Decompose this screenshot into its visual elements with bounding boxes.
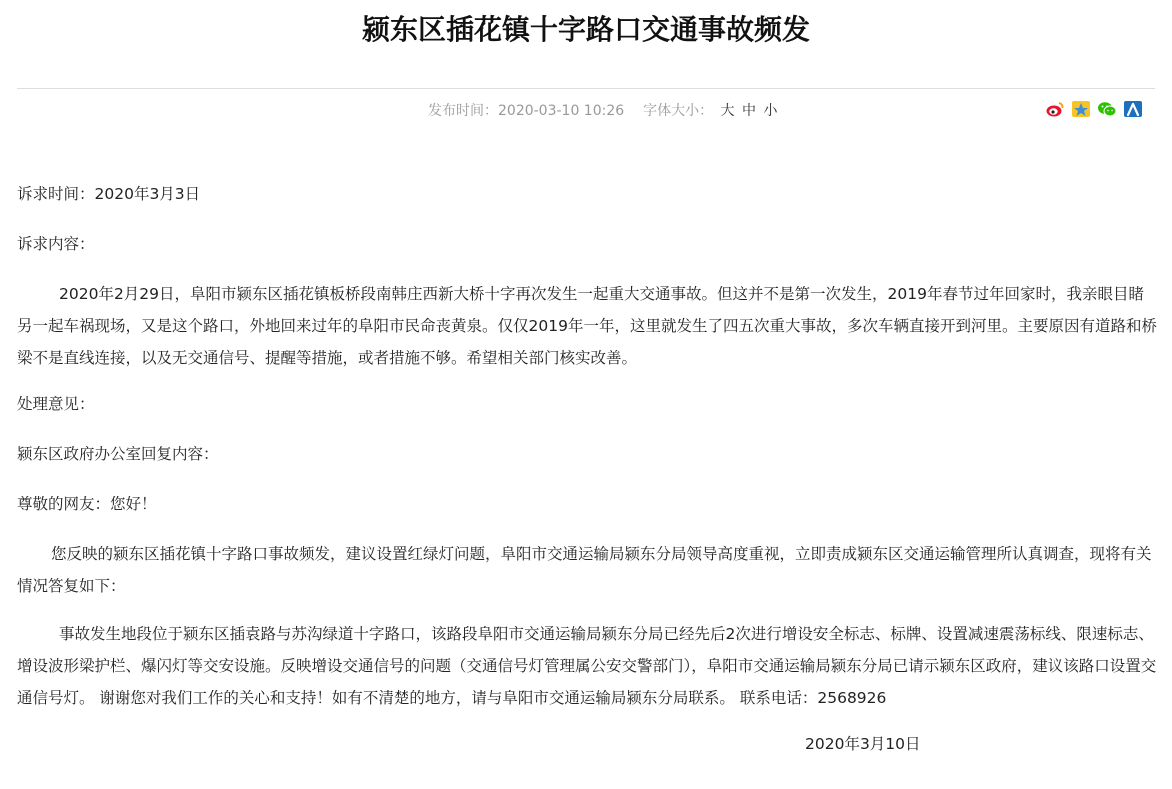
publish-label: 发布时间： (428, 103, 498, 119)
article-meta (428, 100, 777, 120)
font-size-large-button[interactable]: 大 (720, 103, 735, 119)
publish-time: 2020-03-10 10:26 (498, 103, 625, 119)
reply-paragraph-2: 事故发生地段位于颍东区插袁路与苏沟绿道十字路口，该路段阜阳市交通运输局颍东分局已经先后2次进行增设安全标志、标牌、设置减速震荡标线、限速标志、增设波形梁护栏、爆闪灯等交安设施。反映增设交通信号的问题（交通信号灯管理属公安交警部门），阜阳市交通运输局颍东分局已请示颍东区政府，建议该路口设置交通信号灯。 谢谢您对我们工作的关心和支持！如有不清楚的地方，请与阜阳市交通运输局颍东分局联系。 联系电话：2568926 (17, 625, 1157, 707)
appeal-time: 诉求时间：2020年3月3日 (17, 185, 201, 203)
font-size-small-button[interactable]: 小 (763, 103, 778, 119)
reply-paragraph-1: 您反映的颍东区插花镇十字路口事故频发，建议设置红绿灯问题，阜阳市交通运输局颍东分局领导高度重视，立即责成颍东区交通运输管理所认真调查，现将有关情况答复如下： (17, 545, 1152, 595)
renren-icon[interactable] (1123, 100, 1143, 118)
font-size-label: 字体大小： (643, 103, 714, 119)
page-title: 颍东区插花镇十字路口交通事故频发 (361, 13, 810, 46)
greeting: 尊敬的网友：您好！ (17, 495, 157, 513)
opinion-label: 处理意见： (17, 395, 95, 413)
weibo-icon[interactable] (1045, 100, 1065, 118)
appeal-content-label: 诉求内容： (17, 235, 95, 253)
title-divider (17, 88, 1155, 89)
qzone-icon[interactable] (1071, 100, 1091, 118)
font-size-medium-button[interactable]: 中 (741, 103, 756, 119)
reply-date: 2020年3月10日 (805, 735, 921, 753)
reply-source: 颍东区政府办公室回复内容： (17, 445, 219, 463)
wechat-icon[interactable] (1097, 100, 1117, 118)
appeal-text: 2020年2月29日，阜阳市颍东区插花镇板桥段南韩庄西新大桥十字再次发生一起重大交通事故。但这并不是第一次发生，2019年春节过年回家时，我亲眼目睹另一起车祸现场，又是这个路口，外地回来过年的阜阳市民命丧黄泉。仅仅2019年一年，这里就发生了四五次重大事故，多次车辆直接开到河里。主要原因有道路和桥梁不是直线连接，以及无交通信号、提醒等措施，或者措施不够。希望相关部门核实改善。 (17, 285, 1157, 367)
share-bar (1045, 100, 1143, 118)
